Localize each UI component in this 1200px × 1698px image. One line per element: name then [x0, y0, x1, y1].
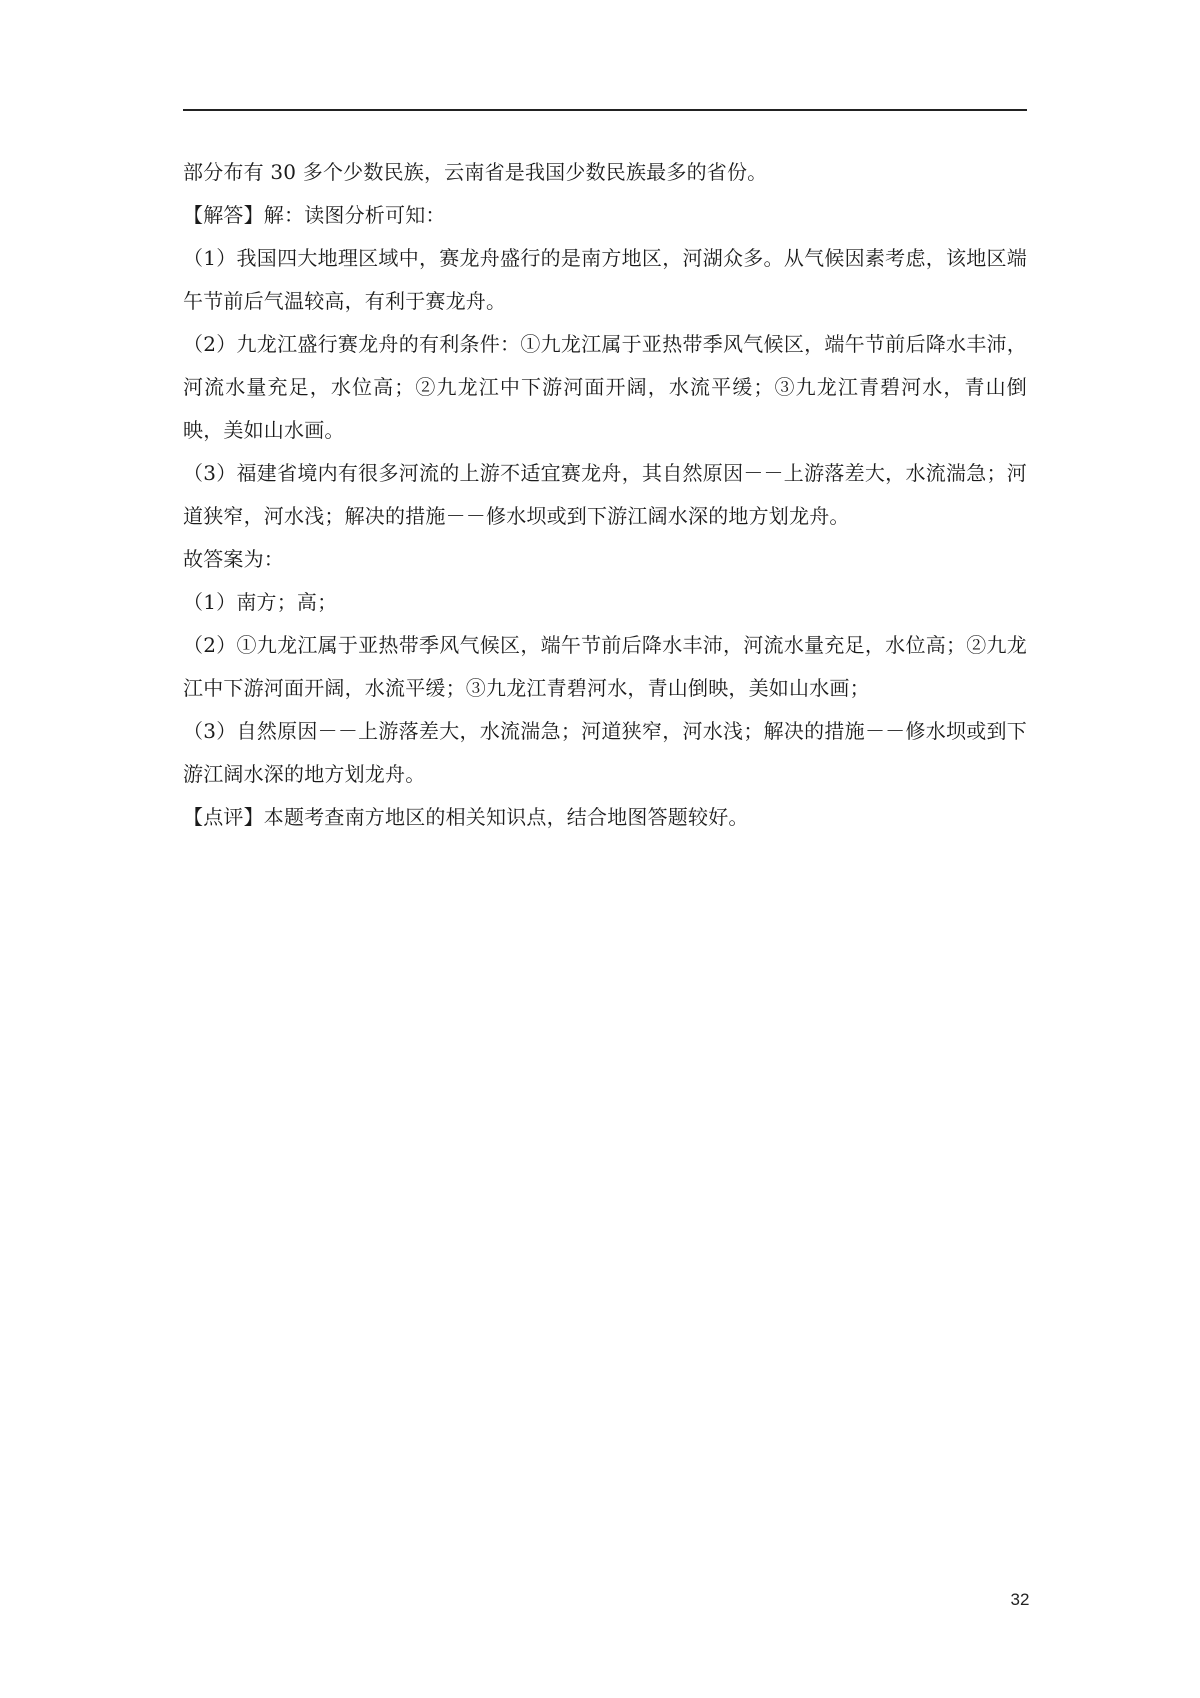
paragraph-continuation: 部分布有 30 多个少数民族，云南省是我国少数民族最多的省份。 — [183, 160, 768, 184]
paragraph-analysis-3: （3）福建省境内有很多河流的上游不适宜赛龙舟，其自然原因－－上游落差大，水流湍急；河道狭窄，河水浅；解决的措施－－修水坝或到下游江阔水深的地方划龙舟。 — [183, 461, 1027, 528]
paragraph-answer-3: （3）自然原因－－上游落差大，水流湍急；河道狭窄，河水浅；解决的措施－－修水坝或到下游江阔水深的地方划龙舟。 — [183, 719, 1027, 786]
paragraph-comment: 【点评】本题考查南方地区的相关知识点，结合地图答题较好。 — [183, 805, 749, 829]
paragraph-answer-2: （2）①九龙江属于亚热带季风气候区，端午节前后降水丰沛，河流水量充足，水位高；②九龙江中下游河面开阔，水流平缓；③九龙江青碧河水，青山倒映，美如山水画； — [183, 633, 1027, 700]
paragraph-answer-heading: 【解答】解：读图分析可知： — [183, 203, 446, 227]
document-body — [183, 151, 1027, 839]
page-number: 32 — [1010, 1590, 1030, 1609]
paragraph-answer-1: （1）南方；高； — [183, 590, 338, 614]
paragraph-analysis-1: （1）我国四大地理区域中，赛龙舟盛行的是南方地区，河湖众多。从气候因素考虑，该地区端午节前后气温较高，有利于赛龙舟。 — [183, 246, 1027, 313]
paragraph-answer-intro: 故答案为： — [183, 547, 284, 571]
header-rule — [183, 109, 1027, 111]
paragraph-analysis-2: （2）九龙江盛行赛龙舟的有利条件：①九龙江属于亚热带季风气候区，端午节前后降水丰沛，河流水量充足，水位高；②九龙江中下游河面开阔，水流平缓；③九龙江青碧河水，青山倒映，美如山水画。 — [183, 332, 1027, 442]
